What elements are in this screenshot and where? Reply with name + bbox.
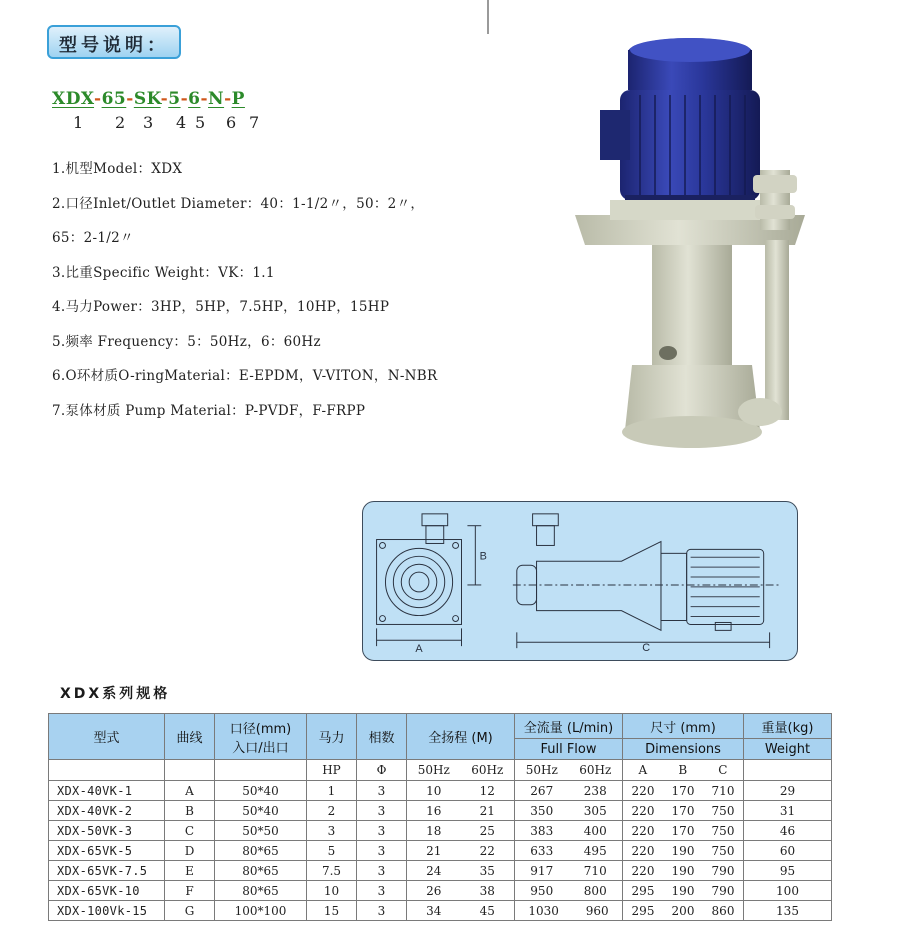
table-row (49, 881, 832, 901)
cell-flow-50: 633 (530, 843, 554, 858)
header-phase: 相数 (357, 714, 407, 760)
cell-head (407, 861, 515, 881)
cell-dims (623, 781, 744, 801)
cell-power: 15 (307, 901, 357, 921)
unit-flow (515, 760, 623, 781)
cell-flow-50: 950 (530, 883, 554, 898)
cell-head-50: 34 (426, 903, 442, 918)
cell-dim-a: 295 (631, 883, 655, 898)
unit-phase: Φ (357, 760, 407, 781)
header-model: 型式 (49, 714, 165, 760)
dim-label-b: B (479, 550, 487, 563)
cell-model: XDX-100Vk-15 (49, 901, 165, 921)
table-body (49, 781, 832, 921)
model-code-segment: 65 (101, 89, 127, 109)
table-row (49, 901, 832, 921)
cell-model: XDX-65VK-7.5 (49, 861, 165, 881)
cell-head-50: 10 (426, 783, 442, 798)
cell-head (407, 901, 515, 921)
cell-dim-c: 790 (711, 863, 735, 878)
cell-bore: 80*65 (215, 841, 307, 861)
cell-weight: 31 (744, 801, 832, 821)
unit-head-50: 50Hz (417, 763, 450, 777)
cell-flow (515, 881, 623, 901)
cell-power: 1 (307, 781, 357, 801)
cell-head-60: 45 (479, 903, 495, 918)
header-bore (215, 714, 307, 760)
cell-model: XDX-40VK-1 (49, 781, 165, 801)
cell-flow (515, 801, 623, 821)
header-flow: 全流量 (L/min) (515, 714, 623, 739)
model-code-number: 7 (249, 113, 260, 132)
cell-flow-60: 305 (583, 803, 607, 818)
cell-curve: B (165, 801, 215, 821)
cell-flow-60: 800 (583, 883, 607, 898)
cell-phase: 3 (357, 841, 407, 861)
header-curve: 曲线 (165, 714, 215, 760)
cell-dim-c: 790 (711, 883, 735, 898)
cell-head (407, 841, 515, 861)
cell-dim-c: 750 (711, 803, 735, 818)
cell-head-60: 22 (479, 843, 495, 858)
header-head: 全扬程 (M) (407, 714, 515, 760)
cell-flow-60: 960 (585, 903, 609, 918)
cell-power: 7.5 (307, 861, 357, 881)
spec-line-diameter-cont: 65：2-1/2〃 (52, 230, 134, 246)
spec-line-model: 1.机型Model：XDX (52, 161, 183, 177)
cell-flow-60: 710 (583, 863, 607, 878)
heading-badge (47, 25, 181, 59)
cell-dim-b: 170 (671, 803, 695, 818)
table-header-row (49, 714, 832, 739)
cell-weight: 100 (744, 881, 832, 901)
unit-dim-b: B (678, 763, 688, 777)
cell-weight: 135 (744, 901, 832, 921)
cell-dim-c: 750 (711, 823, 735, 838)
cell-dim-b: 190 (671, 843, 695, 858)
cell-power: 2 (307, 801, 357, 821)
cell-head-60: 35 (479, 863, 495, 878)
table-row (49, 781, 832, 801)
unit-head (407, 760, 515, 781)
cell-curve: G (165, 901, 215, 921)
unit-flow-60: 60Hz (579, 763, 612, 777)
model-code-separator: - (126, 89, 134, 109)
header-dims: 尺寸 (mm) (623, 714, 744, 739)
cell-dims (623, 901, 744, 921)
cell-flow-50: 267 (530, 783, 554, 798)
cell-bore: 50*50 (215, 821, 307, 841)
cell-phase: 3 (357, 781, 407, 801)
cell-head-60: 12 (479, 783, 495, 798)
cell-head-50: 18 (426, 823, 442, 838)
cell-head-50: 21 (426, 843, 442, 858)
table-unit-row (49, 760, 832, 781)
cell-phase: 3 (357, 801, 407, 821)
table-row (49, 861, 832, 881)
table-title: XDX系列规格 (60, 686, 171, 702)
spec-line-weight: 3.比重Specific Weight：VK：1.1 (52, 265, 275, 281)
cell-head-60: 21 (479, 803, 495, 818)
cell-head-60: 38 (479, 883, 495, 898)
cell-bore: 100*100 (215, 901, 307, 921)
cell-dim-c: 710 (711, 783, 735, 798)
cell-flow (515, 861, 623, 881)
unit-power: HP (307, 760, 357, 781)
header-weight: 重量(kg) (744, 714, 832, 739)
cell-flow-50: 350 (530, 803, 554, 818)
model-code-number: 1 (73, 113, 84, 132)
cell-head (407, 881, 515, 901)
cell-curve: C (165, 821, 215, 841)
unit-dims (623, 760, 744, 781)
cell-dim-b: 170 (671, 783, 695, 798)
model-code-separator: - (94, 89, 102, 109)
cell-head (407, 801, 515, 821)
cell-dim-a: 220 (631, 843, 655, 858)
unit-flow-50: 50Hz (525, 763, 558, 777)
table-row (49, 821, 832, 841)
model-code-segment: N (208, 89, 225, 109)
cell-dim-a: 220 (631, 823, 655, 838)
model-code-number: 6 (226, 113, 237, 132)
cell-flow-50: 383 (530, 823, 554, 838)
model-code-number: 3 (143, 113, 154, 132)
cell-head-50: 24 (426, 863, 442, 878)
cell-flow (515, 781, 623, 801)
cell-head-50: 26 (426, 883, 442, 898)
model-code-separator: - (180, 89, 189, 109)
heading-text: 型号说明： (59, 35, 169, 56)
cell-flow (515, 901, 623, 921)
cell-phase: 3 (357, 901, 407, 921)
cell-curve: F (165, 881, 215, 901)
spec-line-diameter: 2.口径Inlet/Outlet Diameter：40：1-1/2〃，50：2〃， (52, 196, 425, 212)
unit-dim-c: C (718, 763, 728, 777)
cell-dim-b: 190 (671, 883, 695, 898)
cell-power: 5 (307, 841, 357, 861)
header-flow-sub: Full Flow (515, 739, 623, 760)
cell-model: XDX-65VK-5 (49, 841, 165, 861)
cell-flow-50: 917 (530, 863, 554, 878)
cell-dim-c: 860 (711, 903, 735, 918)
cell-model: XDX-40VK-2 (49, 801, 165, 821)
spec-line-frequency: 5.频率 Frequency：5：50Hz，6：60Hz (52, 334, 321, 350)
model-code-number: 2 (115, 113, 126, 132)
header-weight-sub: Weight (744, 739, 832, 760)
cell-curve: E (165, 861, 215, 881)
cell-bore: 50*40 (215, 801, 307, 821)
cell-power: 3 (307, 821, 357, 841)
unit-head-60: 60Hz (471, 763, 504, 777)
dim-label-c: C (642, 642, 651, 655)
top-divider-line (487, 0, 489, 34)
cell-weight: 29 (744, 781, 832, 801)
cell-phase: 3 (357, 821, 407, 841)
cell-dim-a: 220 (631, 803, 655, 818)
model-code-segment: 5 (168, 89, 181, 109)
model-code-segment: SK (133, 89, 161, 109)
cell-head-60: 25 (479, 823, 495, 838)
cell-flow (515, 821, 623, 841)
dimension-diagram (362, 501, 798, 661)
cell-dims (623, 801, 744, 821)
cell-dims (623, 861, 744, 881)
unit-dim-a: A (638, 763, 648, 777)
model-code (52, 89, 245, 109)
cell-dim-b: 200 (671, 903, 695, 918)
cell-flow-60: 400 (583, 823, 607, 838)
cell-bore: 50*40 (215, 781, 307, 801)
cell-weight: 46 (744, 821, 832, 841)
model-code-segment: 6 (188, 89, 201, 109)
cell-flow-60: 495 (583, 843, 607, 858)
cell-curve: D (165, 841, 215, 861)
cell-dim-c: 750 (711, 843, 735, 858)
spec-table (48, 713, 832, 921)
cell-bore: 80*65 (215, 881, 307, 901)
model-code-number: 5 (195, 113, 206, 132)
cell-phase: 3 (357, 881, 407, 901)
cell-bore: 80*65 (215, 861, 307, 881)
model-code-separator: - (160, 89, 169, 109)
spec-line-power: 4.马力Power：3HP，5HP，7.5HP，10HP，15HP (52, 299, 390, 315)
header-power: 马力 (307, 714, 357, 760)
cell-model: XDX-50VK-3 (49, 821, 165, 841)
cell-dim-a: 220 (631, 783, 655, 798)
cell-model: XDX-65VK-10 (49, 881, 165, 901)
cell-phase: 3 (357, 861, 407, 881)
cell-flow-50: 1030 (528, 903, 559, 918)
cell-dim-b: 170 (671, 823, 695, 838)
cell-weight: 95 (744, 861, 832, 881)
cell-dims (623, 881, 744, 901)
model-code-number: 4 (176, 113, 187, 132)
dim-label-a: A (415, 643, 423, 656)
header-dims-sub: Dimensions (623, 739, 744, 760)
cell-dims (623, 841, 744, 861)
cell-flow (515, 841, 623, 861)
cell-dims (623, 821, 744, 841)
header-bore-label: 口径(mm) (229, 721, 292, 737)
header-bore-sub: 入口/出口 (232, 740, 289, 756)
cell-head (407, 821, 515, 841)
spec-line-material: 7.泵体材质 Pump Material：P-PVDF，F-FRPP (52, 403, 366, 419)
cell-weight: 60 (744, 841, 832, 861)
model-code-separator: - (200, 89, 209, 109)
cell-power: 10 (307, 881, 357, 901)
cell-flow-60: 238 (583, 783, 607, 798)
cell-dim-b: 190 (671, 863, 695, 878)
model-code-segment: P (231, 89, 245, 109)
cell-head (407, 781, 515, 801)
model-code-separator: - (224, 89, 232, 109)
cell-dim-a: 220 (631, 863, 655, 878)
spec-line-oring: 6.O环材质O-ringMaterial：E-EPDM，V-VITON，N-NBR (52, 368, 438, 384)
cell-dim-a: 295 (631, 903, 655, 918)
model-code-segment: XDX (52, 89, 95, 109)
cell-head-50: 16 (426, 803, 442, 818)
table-row (49, 801, 832, 821)
table-row (49, 841, 832, 861)
pump-photo (570, 30, 820, 460)
cell-curve: A (165, 781, 215, 801)
